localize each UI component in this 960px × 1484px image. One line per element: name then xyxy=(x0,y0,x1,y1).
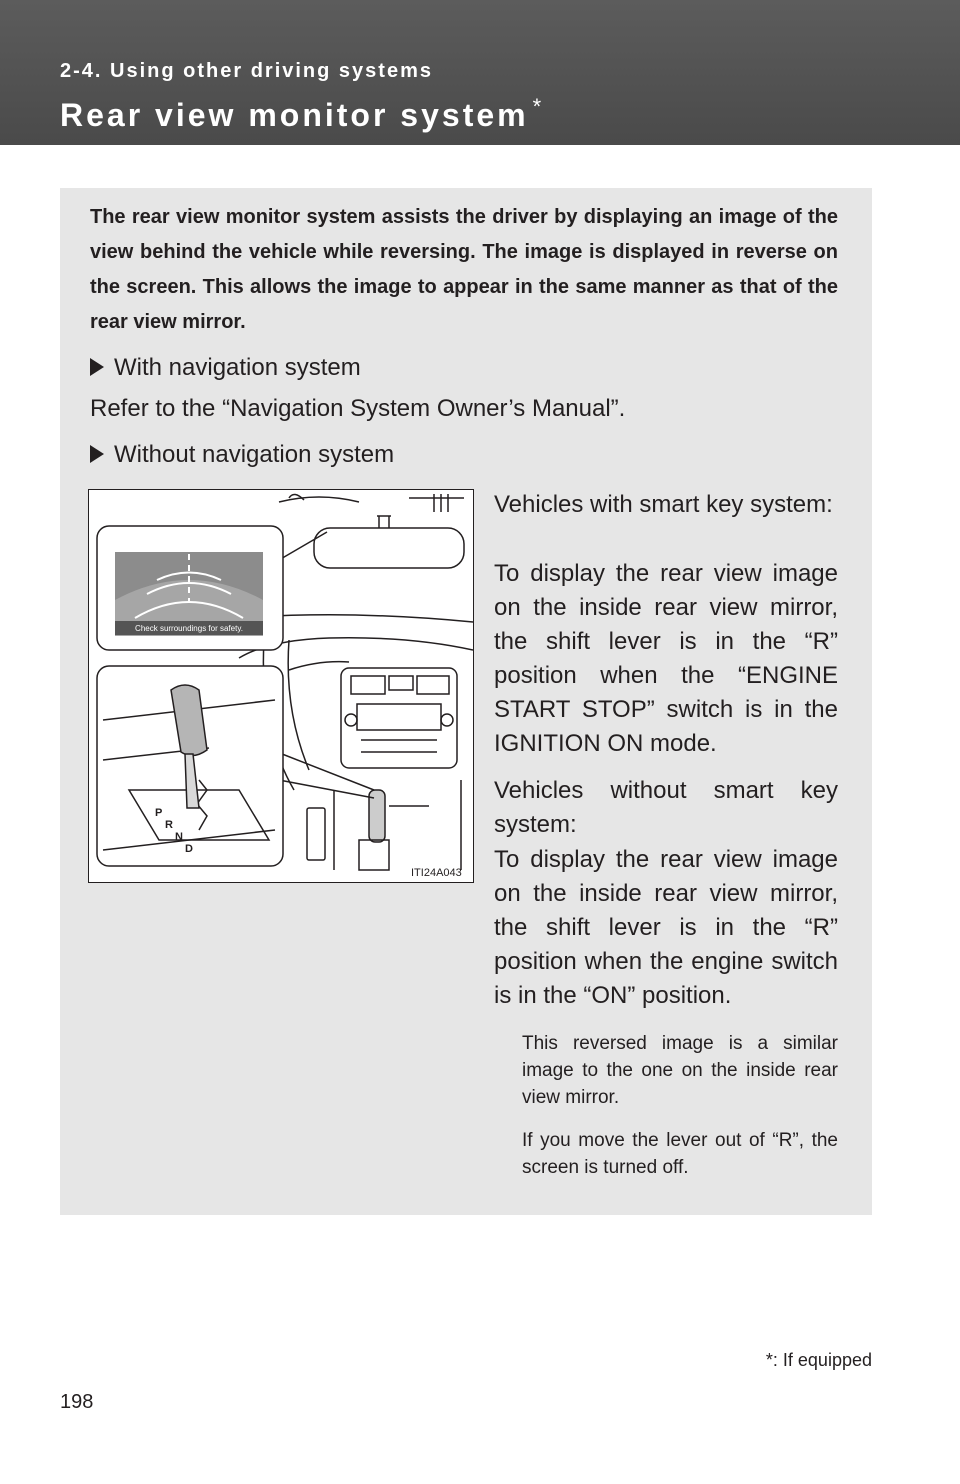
smart-key-instruction: To display the rear view image on the inside rear view mirror, the shift lever is in the “R” position when the “ENGINE START STOP” switch is in the IGNITION ON mode. xyxy=(494,560,838,757)
triangle-bullet-icon xyxy=(90,358,104,376)
figure-code: ITI24A043 xyxy=(411,867,462,879)
with-navigation-heading xyxy=(90,352,361,384)
screen-off-note: If you move the lever out of “R”, the screen is turned off. xyxy=(522,1130,838,1178)
if-equipped-footnote xyxy=(766,1350,872,1371)
no-smart-key-heading: Vehicles without smart key system: xyxy=(494,777,838,838)
without-navigation-heading-text: Without navigation system xyxy=(114,441,395,468)
with-navigation-heading-text: With navigation system xyxy=(114,354,361,381)
gear-n-label: N xyxy=(175,831,183,843)
gear-p-label: P xyxy=(155,807,163,819)
triangle-bullet-icon xyxy=(90,445,104,463)
page-title xyxy=(60,94,544,134)
intro-paragraph: The rear view monitor system assists the driver by displaying an image of the view behind the vehicle while reversing. The image is displayed in reverse on the screen. This allows the image to appear in the same manner as that of the rear view mirror. xyxy=(90,206,838,333)
footnote-marker: * xyxy=(765,1350,773,1370)
reversed-image-note: This reversed image is a similar image to the one on the inside rear view mirror. xyxy=(522,1033,838,1108)
rear-view-monitor-illustration xyxy=(88,489,474,883)
page-number: 198 xyxy=(60,1391,94,1413)
page-title-text: Rear view monitor system xyxy=(60,97,529,133)
section-label: 2-4. Using other driving systems xyxy=(60,60,433,82)
if-equipped-marker: * xyxy=(532,94,545,119)
chapter-header xyxy=(0,0,960,145)
gear-d-label: D xyxy=(185,843,193,855)
smart-key-heading: Vehicles with smart key system: xyxy=(494,491,833,518)
footnote-text: : If equipped xyxy=(772,1350,872,1370)
navigation-manual-reference: Refer to the “Navigation System Owner’s Manual”. xyxy=(90,395,626,422)
screen-caption: Check surroundings for safety. xyxy=(135,624,243,633)
dashboard-drawing xyxy=(89,490,473,882)
without-navigation-heading xyxy=(90,439,394,471)
gear-r-label: R xyxy=(165,819,173,831)
no-smart-key-instruction: To display the rear view image on the inside rear view mirror, the shift lever is in the “R” position when the engine switch is in the “ON” position. xyxy=(494,846,838,1009)
